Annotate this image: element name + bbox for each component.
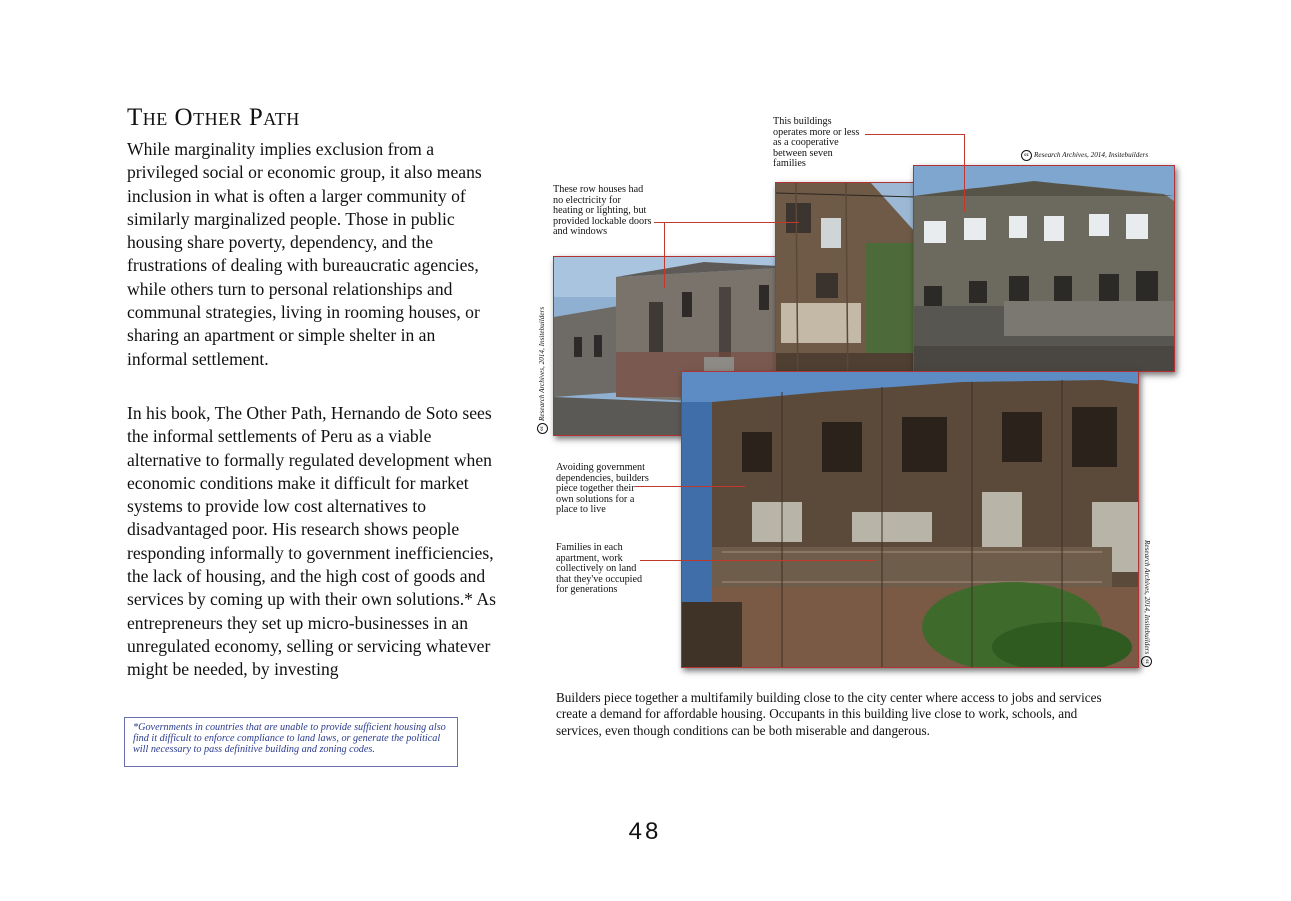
photo-credit-top bbox=[1021, 150, 1148, 161]
photo-cooperative-building bbox=[913, 165, 1175, 372]
footnote-box: *Governments in countries that are unable to provide sufficient housing also find it difficult to enforce compliance to land laws, or generate the political will necessary to pass definitive building and zoning codes. bbox=[124, 717, 458, 767]
callout-row-houses: These row houses had no electricity for heating or lighting, but provided lockable doors and windows bbox=[553, 184, 652, 238]
body-paragraph-2: In his book, The Other Path, Hernando de Soto sees the informal settlements of Peru as a viable alternative to formally regulated development when economic conditions make it difficult for market systems to provide low cost alternatives to disadvantaged poor. His research shows people responding informally to government inefficiencies, the lack of housing, and the high cost of goods and services by coming up with their own solutions.* As entrepreneurs they set up micro-businesses in an unregulated economy, selling or servicing whatever might be needed, by investing bbox=[127, 403, 496, 680]
leader-line-cooperative-h bbox=[865, 134, 965, 135]
page-number: 48 bbox=[628, 818, 662, 845]
photo-credit-right-text: Research Archives, 2014, Insitebuilders bbox=[1142, 540, 1151, 655]
photo-credit-top-text: Research Archives, 2014, Insitebuilders bbox=[1034, 151, 1149, 160]
creative-commons-icon: cc bbox=[1021, 150, 1032, 161]
photo-credit-left-text: Research Archives, 2014, Insitebuilders bbox=[538, 306, 547, 421]
body-paragraph-1: While marginality implies exclusion from a privileged social or economic group, it also means inclusion in what is often a larger community of similarly marginalized people. Those in public housing share poverty, dependency, and the frustrations of dealing with bureaucratic agencies, while others turn to personal relationships and communal strategies, living in rooming houses, or sharing an apartment or simple shelter in an informal settlement. bbox=[127, 139, 482, 369]
photo-credit-left-vertical bbox=[537, 307, 548, 434]
leader-line-row-houses-v bbox=[664, 222, 665, 288]
leader-line-cooperative-v bbox=[964, 134, 965, 212]
photo-credit-right-vertical bbox=[1141, 540, 1152, 667]
leader-line-row-houses-h bbox=[654, 222, 799, 223]
page-heading: The Other Path bbox=[127, 104, 300, 131]
creative-commons-icon: cc bbox=[537, 423, 548, 434]
photo-caption: Builders piece together a multifamily building close to the city center where access to jobs and services create a demand for affordable housing. Occupants in this building live close to work, schools, and services, even though conditions can be both miserable and dangerous. bbox=[556, 690, 1102, 738]
callout-cooperative: This buildings operates more or less as a cooperative between seven families bbox=[773, 116, 860, 170]
leader-line-families bbox=[640, 560, 875, 561]
callout-families: Families in each apartment, work collectively on land that they've occupied for generations bbox=[556, 542, 643, 596]
photo-main-building bbox=[681, 371, 1139, 668]
callout-avoiding: Avoiding government dependencies, builders piece together their own solutions for a place to live bbox=[556, 462, 649, 516]
creative-commons-icon: cc bbox=[1141, 656, 1152, 667]
photo-wood-building bbox=[775, 182, 917, 399]
